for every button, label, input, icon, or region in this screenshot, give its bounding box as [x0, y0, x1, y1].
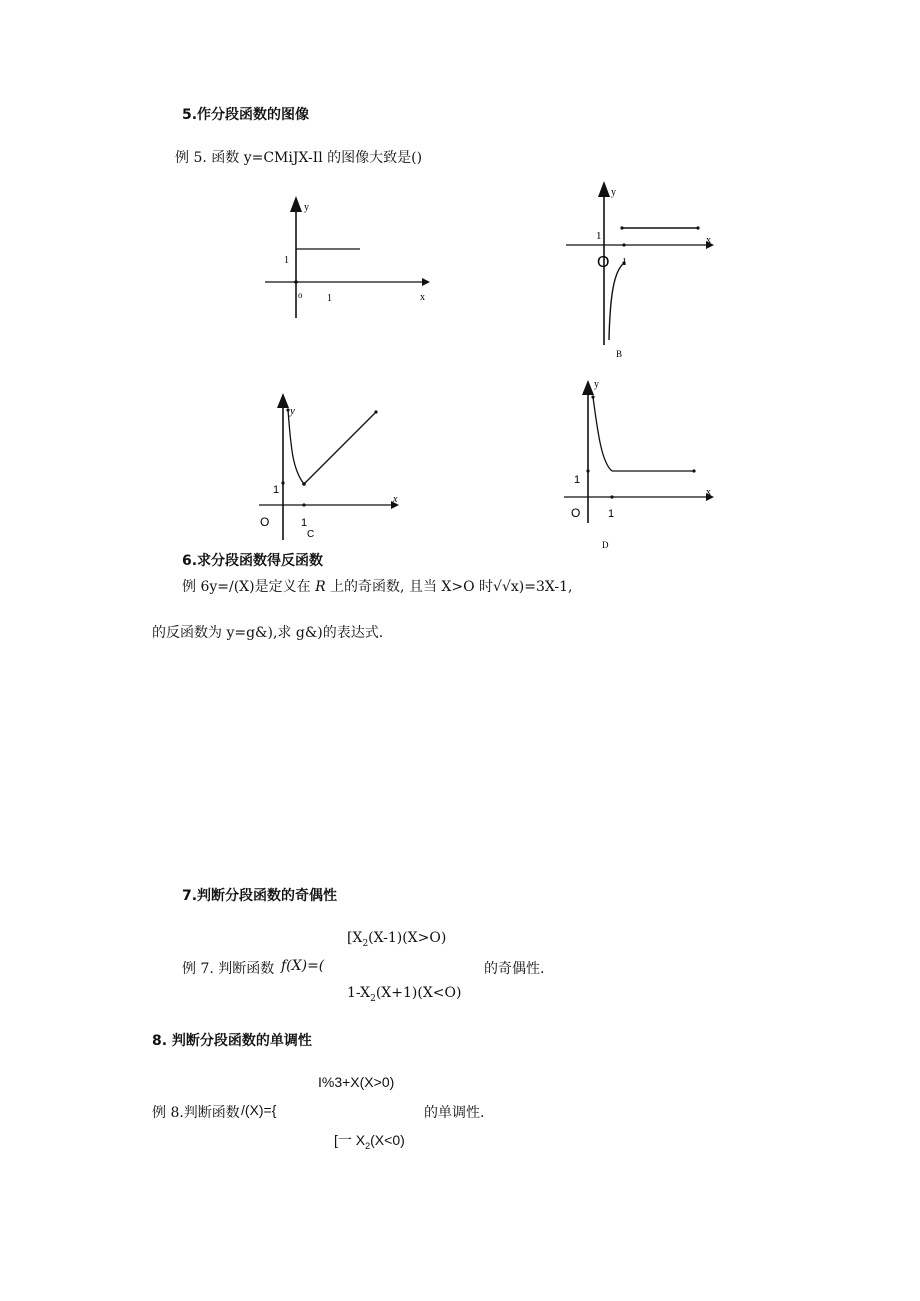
graph-d-y-arrow [582, 380, 594, 395]
graph-c-xone-label: 1 [301, 517, 308, 529]
example-7-suffix: 的奇偶性. [484, 961, 545, 977]
example-8-bot-b: (X<0) [370, 1132, 405, 1148]
graph-a-one-label: 1 [284, 255, 289, 266]
example-8-bot-a: [一 X [334, 1132, 366, 1148]
example-6-line1-b: 上的奇函数, 且当 X>O 时√√x)=3X-1, [325, 579, 573, 595]
example-5-text: 例 5. 函数 y=CMiJX-Il 的图像大致是() [175, 150, 423, 166]
example-8-case-top: I%3+X(X>0) [318, 1074, 395, 1090]
example-6-line1 [182, 576, 572, 596]
graph-c-caption: C [307, 529, 315, 540]
graph-a-x-arrow [422, 278, 430, 286]
graph-c-vertex-dot [302, 482, 306, 486]
graph-b-lower-branch [609, 263, 624, 340]
graph-d-end-dot [692, 469, 695, 472]
graph-b-one-label: 1 [596, 230, 602, 242]
graph-c-x-label: x [393, 494, 398, 505]
graph-c [255, 390, 405, 545]
example-7-bot-sub: 2 [370, 993, 376, 1004]
graph-b-origin-label: O [597, 254, 610, 271]
graph-d [560, 375, 720, 555]
graph-b-y-arrow [598, 181, 610, 197]
graph-b-y-label: y [611, 187, 616, 198]
graph-b [560, 175, 720, 365]
graph-b-upper-dot [620, 226, 623, 229]
graph-d-one-label: 1 [574, 474, 581, 486]
example-8-suffix: 的单调性. [424, 1105, 485, 1121]
graph-d-xone-label: 1 [608, 508, 615, 520]
example-7-case-top [347, 930, 446, 949]
example-8-prefix: 例 8.判断函数 [152, 1105, 240, 1121]
example-7-top-a: [X [347, 930, 363, 946]
graph-b-xone-dot [622, 243, 625, 246]
example-7-function: f(X)=( [281, 958, 325, 974]
graph-a-xone-label: 1 [327, 293, 332, 304]
graph-c-y-arrow [277, 393, 289, 408]
graph-b-xone-label: 1 [622, 257, 627, 268]
graph-d-caption: D [602, 540, 609, 550]
graph-a-x-label: x [420, 292, 425, 303]
graph-d-curve [593, 397, 612, 471]
graph-c-one-dot [281, 481, 284, 484]
graph-d-y-label: y [594, 379, 599, 390]
graph-d-xone-dot [610, 495, 613, 498]
graph-c-one-label: 1 [273, 484, 280, 496]
section-5-heading: 5.作分段函数的图像 [182, 107, 310, 123]
section-8-heading: 8. 判断分段函数的单调性 [152, 1033, 312, 1049]
graph-d-one-dot [586, 469, 589, 472]
graph-d-start-dot [591, 395, 594, 398]
graph-b-x-label: x [706, 235, 711, 246]
graph-c-xone-dot [302, 503, 305, 506]
graph-a-y-label: y [304, 202, 309, 213]
example-8-case-bottom [334, 1130, 405, 1151]
graph-a-y-arrow [290, 196, 302, 212]
example-7-top-b: (X-1)(X>O) [368, 930, 447, 946]
section-7-heading: 7.判断分段函数的奇偶性 [182, 888, 338, 904]
example-7-top-sub: 2 [362, 938, 369, 949]
example-7-case-bottom [347, 985, 461, 1004]
example-7-bot-a: 1-X [347, 985, 371, 1001]
graph-a-origin-dot [294, 280, 298, 284]
example-6-line2: 的反函数为 y=g&),求 g&)的表达式. [152, 625, 384, 641]
graph-c-right-branch [304, 412, 376, 484]
graph-b-upper-end-dot [696, 226, 699, 229]
graph-c-origin-label: O [260, 515, 270, 529]
graph-a [260, 190, 435, 325]
graph-c-left-branch [288, 410, 304, 484]
section-6-heading: 6.求分段函数得反函数 [182, 553, 324, 569]
example-7-prefix: 例 7. 判断函数 [182, 961, 275, 977]
graph-d-x-label: x [706, 487, 711, 498]
graph-a-origin-label: o [298, 290, 303, 300]
graph-d-origin-label: O [571, 506, 581, 520]
example-7-bot-b: (X+1)(X<O) [375, 985, 462, 1001]
graph-b-caption: B [616, 349, 623, 359]
graph-c-end-dot [374, 410, 377, 413]
example-8-function: /(X)={ [241, 1102, 277, 1118]
example-8-bot-sub: 2 [365, 1140, 371, 1151]
example-6-set-r: R [315, 579, 326, 595]
graph-c-y-label: y [290, 405, 295, 417]
example-6-line1-a: 例 6y=/(X)是定义在 [182, 579, 316, 595]
